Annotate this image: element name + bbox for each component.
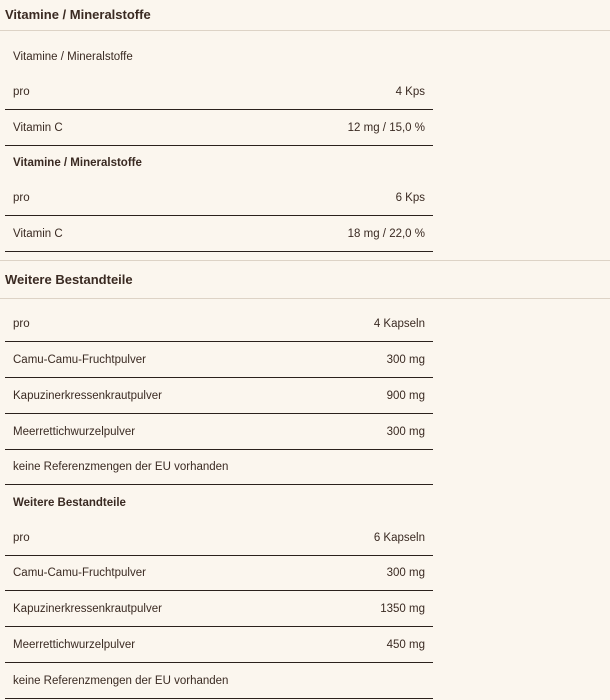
table-row bbox=[5, 74, 433, 110]
per-value: 6 Kps bbox=[395, 191, 425, 204]
per-value: 4 Kapseln bbox=[373, 317, 425, 330]
nutrient-name: Vitamin C bbox=[13, 121, 63, 134]
ingredient-name: Camu-Camu-Fruchtpulver bbox=[13, 353, 146, 366]
ingredient-value: 450 mg bbox=[386, 638, 425, 651]
ingredient-name: Camu-Camu-Fruchtpulver bbox=[13, 566, 146, 579]
table-row bbox=[5, 110, 433, 146]
table-row bbox=[5, 342, 433, 378]
per-label: pro bbox=[13, 317, 30, 330]
ingredient-name: Kapuzinerkressenkrautpulver bbox=[13, 602, 162, 615]
section-title: Weitere Bestandteile bbox=[5, 272, 133, 287]
table-row bbox=[5, 306, 433, 342]
nutrient-value: 18 mg / 22,0 % bbox=[347, 227, 425, 240]
table-row bbox=[5, 180, 433, 216]
ingredient-value: 900 mg bbox=[386, 389, 425, 402]
block-heading: Vitamine / Mineralstoffe bbox=[13, 157, 142, 169]
block-heading-row bbox=[5, 145, 433, 181]
block-heading-row bbox=[5, 485, 433, 521]
section-header-ingredients[interactable] bbox=[0, 261, 610, 299]
ingredient-value: 300 mg bbox=[386, 566, 425, 579]
ingredient-value: 300 mg bbox=[386, 425, 425, 438]
ingredient-value: 1350 mg bbox=[380, 602, 425, 615]
ingredient-name: Meerrettichwurzelpulver bbox=[13, 638, 136, 651]
per-value: 6 Kapseln bbox=[373, 531, 425, 544]
block-heading-row bbox=[5, 39, 433, 75]
nutrient-name: Vitamin C bbox=[13, 227, 63, 240]
table-row bbox=[5, 378, 433, 414]
reference-note: keine Referenzmengen der EU vorhanden bbox=[13, 674, 229, 687]
per-label: pro bbox=[13, 531, 30, 544]
nutrient-value: 12 mg / 15,0 % bbox=[347, 121, 425, 134]
table-row bbox=[5, 663, 433, 699]
block-heading: Weitere Bestandteile bbox=[13, 497, 126, 509]
table-row bbox=[5, 414, 433, 450]
per-label: pro bbox=[13, 85, 30, 98]
table-row bbox=[5, 555, 433, 591]
table-row bbox=[5, 627, 433, 663]
per-value: 4 Kps bbox=[395, 85, 425, 98]
block-heading: Vitamine / Mineralstoffe bbox=[13, 51, 133, 63]
section-header-vitamins[interactable] bbox=[0, 0, 610, 31]
reference-note: keine Referenzmengen der EU vorhanden bbox=[13, 460, 229, 473]
ingredient-name: Meerrettichwurzelpulver bbox=[13, 425, 136, 438]
section-title: Vitamine / Mineralstoffe bbox=[5, 7, 151, 22]
ingredient-name: Kapuzinerkressenkrautpulver bbox=[13, 389, 162, 402]
table-row bbox=[5, 449, 433, 485]
ingredient-value: 300 mg bbox=[386, 353, 425, 366]
table-row bbox=[5, 591, 433, 627]
per-label: pro bbox=[13, 191, 30, 204]
table-row bbox=[5, 520, 433, 556]
table-row bbox=[5, 216, 433, 252]
